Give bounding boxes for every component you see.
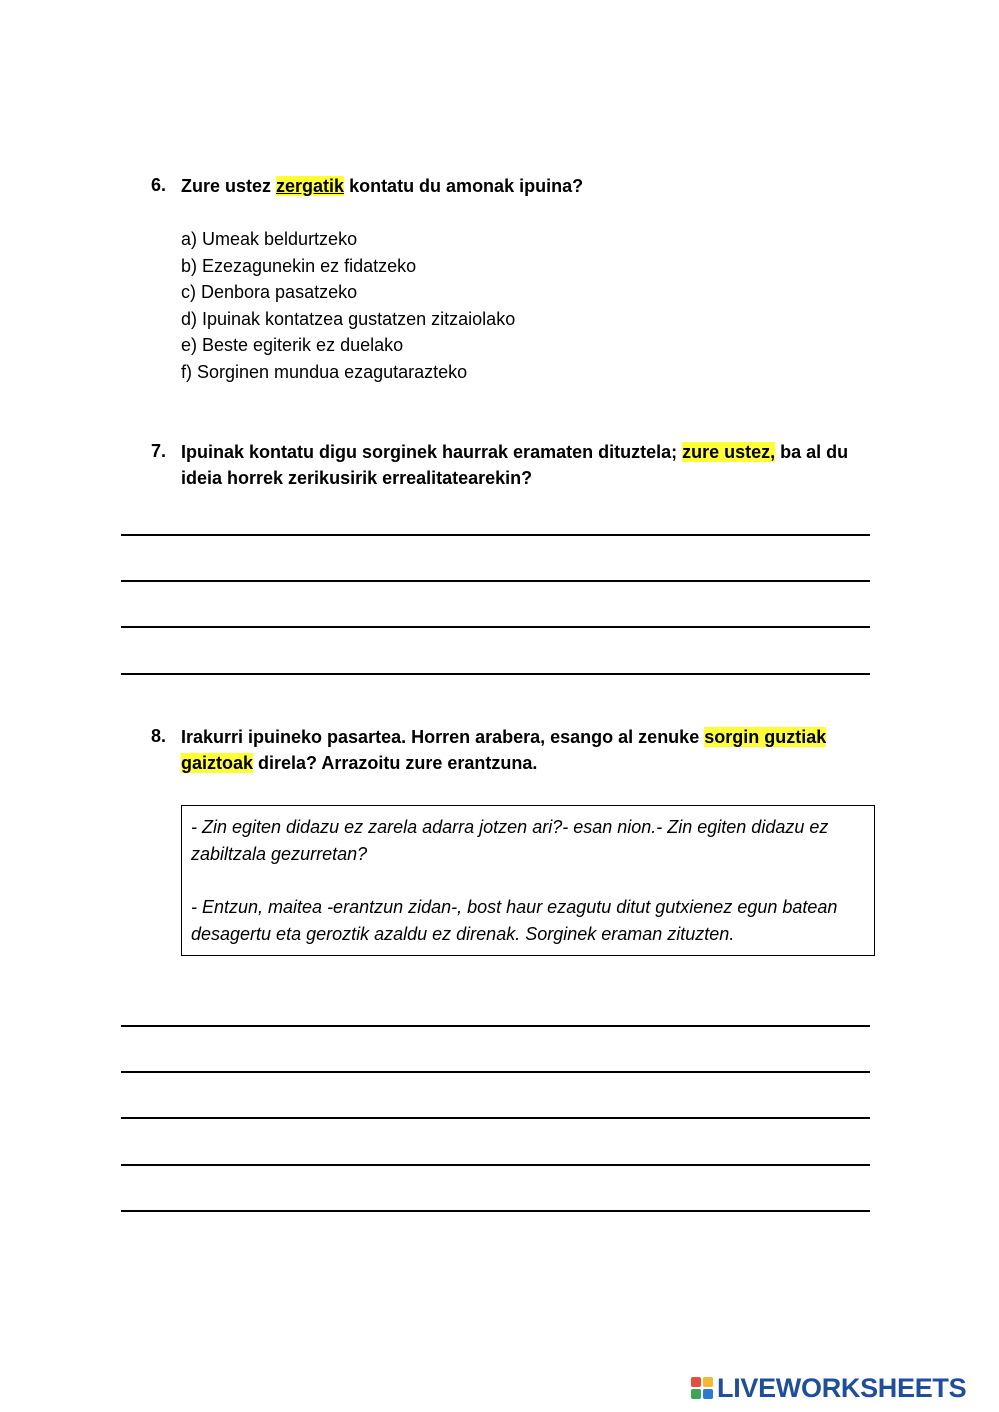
answer-line-7-2[interactable] [121, 580, 870, 582]
question-6-text [181, 173, 881, 199]
answer-line-8-5[interactable] [121, 1210, 870, 1212]
question-7-text [181, 439, 891, 491]
passage-paragraph-2: - Entzun, maitea -erantzun zidan-, bost haur ezagutu ditut gutxienez egun batean desagertu eta geroztik azaldu ez direnak. Sorginek eraman zituzten. [191, 897, 838, 944]
question-7-text-part: ba al du ideia horrek zerikusirik errealitatearekin? [181, 442, 849, 488]
question-8-text [181, 724, 851, 776]
liveworksheets-logo[interactable] [691, 1371, 966, 1405]
answer-line-7-1[interactable] [121, 534, 870, 536]
option-a[interactable]: a) Umeak beldurtzeko [181, 229, 358, 249]
question-6-options [181, 226, 515, 386]
logo-text: LIVEWORKSHEETS [717, 1372, 967, 1403]
question-8-text-part: direla? Arrazoitu zure erantzuna. [253, 753, 538, 773]
answer-line-7-3[interactable] [121, 626, 870, 628]
question-7-text-part: Ipuinak kontatu digu sorginek haurrak eramaten dituztela; [181, 442, 683, 462]
question-6-number: 6. [151, 175, 167, 195]
question-8-text-part: Irakurri ipuineko pasartea. Horren arabera, esango al zenuke [181, 727, 705, 747]
option-e[interactable]: e) Beste egiterik ez duelako [181, 335, 404, 356]
liveworksheets-logo-icon [691, 1377, 713, 1399]
answer-line-8-1[interactable] [121, 1025, 870, 1027]
option-d[interactable]: d) Ipuinak kontatzea gustatzen zitzaiolako [181, 308, 516, 329]
question-6-highlight: zergatik [276, 176, 345, 196]
option-b[interactable]: b) Ezezagunekin ez fidatzeko [181, 255, 417, 276]
answer-line-8-2[interactable] [121, 1071, 870, 1073]
answer-line-8-3[interactable] [121, 1117, 870, 1119]
question-7-number: 7. [151, 441, 167, 461]
question-8-highlight: sorgin guztiak gaiztoak [181, 727, 827, 773]
question-8-number: 8. [151, 726, 167, 746]
question-7-highlight: zure ustez, [682, 442, 776, 462]
passage-paragraph-1: - Zin egiten didazu ez zarela adarra jotzen ari?- esan nion.- Zin egiten didazu ez zabiltzala gezurretan? [191, 817, 829, 864]
answer-line-8-4[interactable] [121, 1164, 870, 1166]
option-c[interactable]: c) Denbora pasatzeko [181, 282, 358, 303]
answer-line-7-4[interactable] [121, 673, 870, 675]
passage-box [181, 805, 875, 956]
question-6-text-part: Zure ustez [181, 176, 277, 196]
question-6-text-part: kontatu du amonak ipuina? [344, 176, 584, 196]
option-f[interactable]: f) Sorginen mundua ezagutarazteko [181, 361, 468, 382]
